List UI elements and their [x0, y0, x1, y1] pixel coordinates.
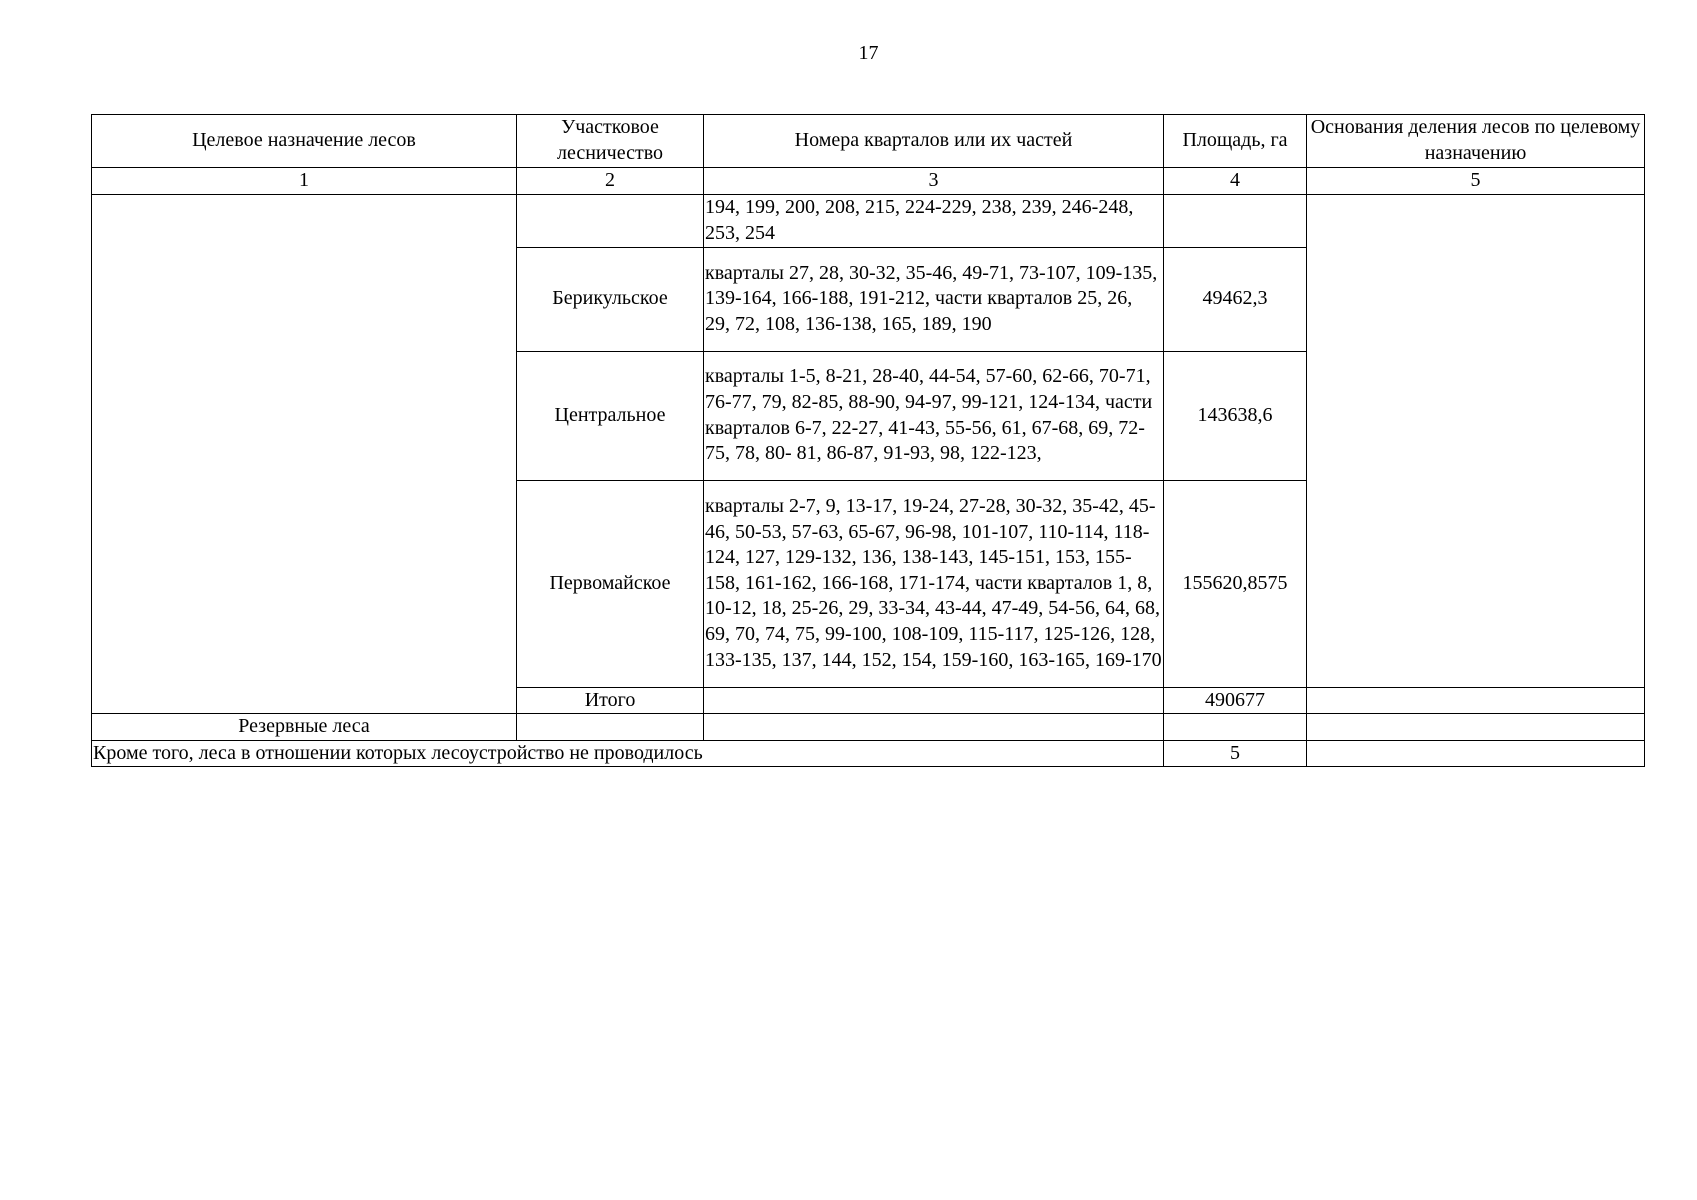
table-row [92, 194, 1645, 247]
forestry-cell: Центральное [517, 351, 704, 480]
column-number-row [92, 168, 1645, 195]
header-purpose: Целевое назначение лесов [92, 115, 517, 168]
header-forestry: Участковое лесничество [517, 115, 704, 168]
column-number: 4 [1164, 168, 1307, 195]
extra-label: Кроме того, леса в отношении которых лесоустройство не проводилось [92, 740, 1164, 767]
reserve-basis-cell [1307, 714, 1645, 741]
header-quarters: Номера кварталов или их частей [704, 115, 1164, 168]
forestry-cell: Берикульское [517, 247, 704, 351]
forestry-cell [517, 194, 704, 247]
total-label: Итого [517, 687, 704, 714]
purpose-cell [92, 194, 517, 714]
forestry-cell: Первомайское [517, 480, 704, 687]
column-number: 3 [704, 168, 1164, 195]
area-cell: 143638,6 [1164, 351, 1307, 480]
column-number: 5 [1307, 168, 1645, 195]
area-cell [1164, 194, 1307, 247]
reserve-label: Резервные леса [92, 714, 517, 741]
quarters-cell: кварталы 27, 28, 30-32, 35-46, 49-71, 73-107, 109-135, 139-164, 166-188, 191-212, части кварталов 25, 26, 29, 72, 108, 136-138, 165, 189, 190 [704, 247, 1164, 351]
quarters-cell: кварталы 1-5, 8-21, 28-40, 44-54, 57-60, 62-66, 70-71, 76-77, 79, 82-85, 88-90, 94-97, 99-121, 124-134, части кварталов 6-7, 22-27, 41-43, 55-56, 61, 67-68, 69, 72-75, 78, 80- 81, 86-87, 91-93, 98, 122-123, [704, 351, 1164, 480]
page-number: 17 [858, 42, 879, 64]
reserve-forestry-cell [517, 714, 704, 741]
header-area: Площадь, га [1164, 115, 1307, 168]
extra-area: 5 [1164, 740, 1307, 767]
quarters-cell: кварталы 2-7, 9, 13-17, 19-24, 27-28, 30-32, 35-42, 45-46, 50-53, 57-63, 65-67, 96-98, 101-107, 110-114, 118-124, 127, 129-132, 136, 138-143, 145-151, 153, 155-158, 161-162, 166-168, 171-174, части кварталов 1, 8, 10-12, 18, 25-26, 29, 33-34, 43-44, 47-49, 54-56, 64, 68, 69, 70, 74, 75, 99-100, 108-109, 115-117, 125-126, 128, 133-135, 137, 144, 152, 154, 159-160, 163-165, 169-170 [704, 480, 1164, 687]
reserve-area-cell [1164, 714, 1307, 741]
column-number: 2 [517, 168, 704, 195]
header-basis: Основания деления лесов по целевому назначению [1307, 115, 1645, 168]
basis-cell [1307, 194, 1645, 687]
total-quarters-cell [704, 687, 1164, 714]
total-basis-cell [1307, 687, 1645, 714]
forest-division-table [91, 114, 1645, 767]
header-row [92, 115, 1645, 168]
reserve-quarters-cell [704, 714, 1164, 741]
area-cell: 49462,3 [1164, 247, 1307, 351]
area-cell: 155620,8575 [1164, 480, 1307, 687]
column-number: 1 [92, 168, 517, 195]
reserve-row [92, 714, 1645, 741]
extra-basis-cell [1307, 740, 1645, 767]
extra-row [92, 740, 1645, 767]
total-area: 490677 [1164, 687, 1307, 714]
quarters-cell: 194, 199, 200, 208, 215, 224-229, 238, 239, 246-248, 253, 254 [704, 194, 1164, 247]
